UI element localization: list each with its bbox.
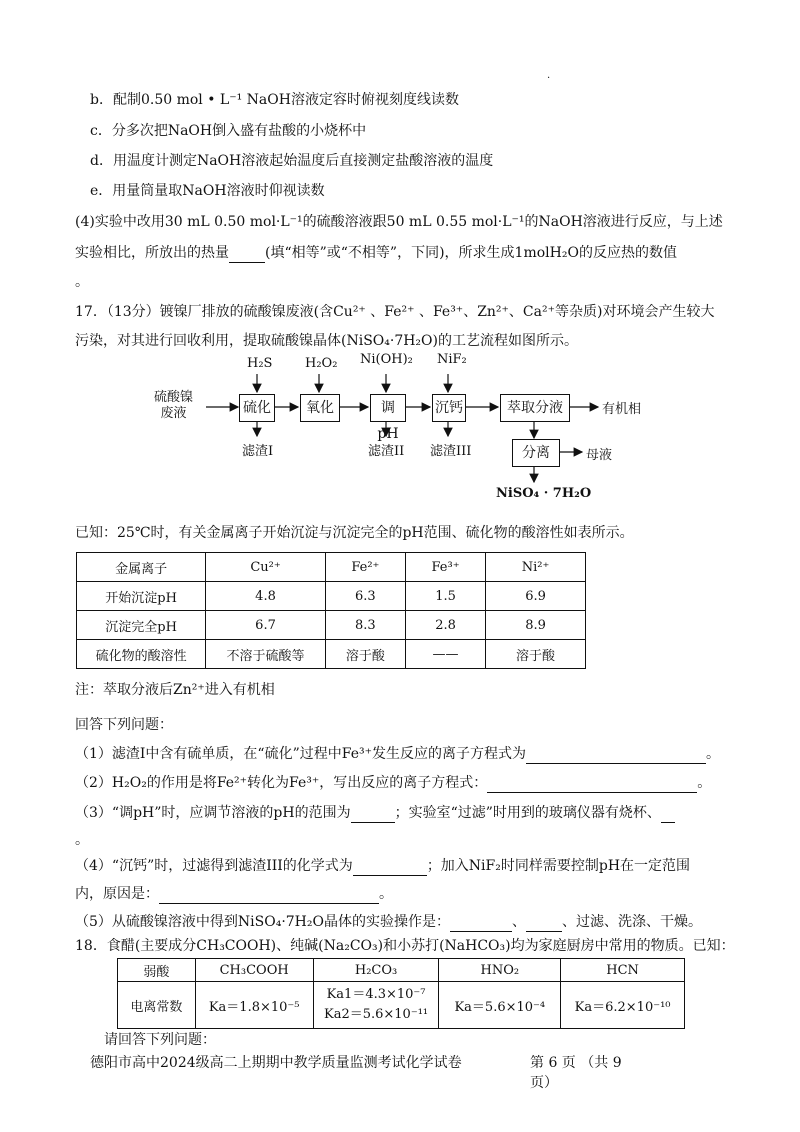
footer-page: 第 6 页 （共 9 <box>530 1055 622 1071</box>
table-cell: 6.3 <box>325 582 405 611</box>
sub-question-5 <box>75 912 702 932</box>
answer-intro: 回答下列问题： <box>75 717 173 733</box>
table-cell: 硫化物的酸溶性 <box>77 640 206 669</box>
answer-blank[interactable] <box>526 747 706 764</box>
sub-question-1-end: 。 <box>706 746 720 762</box>
table-cell: 4.8 <box>206 582 326 611</box>
ka1-value: Ka1＝4.3×10⁻⁷ <box>326 987 426 1002</box>
table-header-cell: Ni²⁺ <box>486 553 586 582</box>
table-header-cell: CH₃COOH <box>195 959 313 982</box>
table-cell: 6.7 <box>206 611 326 640</box>
residue-1: 滤渣I <box>242 444 274 459</box>
table-cell: 不溶于硫酸等 <box>206 640 326 669</box>
known-conditions: 已知：25℃时，有关金属离子开始沉淀与沉淀完全的pH范围、硫化物的酸溶性如表所示。 <box>75 525 634 541</box>
table-row <box>118 959 685 982</box>
table-header-cell: 金属离子 <box>77 553 206 582</box>
reagent-h2o2: H₂O₂ <box>305 356 338 371</box>
answer-blank[interactable] <box>159 887 379 904</box>
table-cell: 电离常数 <box>118 982 196 1029</box>
output-organic-phase: 有机相 <box>602 402 642 417</box>
table-cell: 6.9 <box>486 582 586 611</box>
footer-title: 德阳市高中2024级高二上期期中教学质量监测考试化学试卷 <box>90 1055 462 1071</box>
table-cell: 沉淀完全pH <box>77 611 206 640</box>
table-cell: 1.5 <box>405 582 485 611</box>
option-e: e．用量筒量取NaOH溶液时仰视读数 <box>90 183 325 199</box>
sub-question-3-text-b: ；实验室“过滤”时用到的玻璃仪器有烧杯、 <box>394 805 661 821</box>
table-cell <box>313 982 439 1029</box>
table-cell: 8.3 <box>325 611 405 640</box>
box-adjust-ph: 调pH <box>370 394 406 422</box>
reagent-nif2: NiF₂ <box>437 352 467 367</box>
residue-3: 滤渣III <box>430 444 472 459</box>
ionization-constant-table <box>117 958 685 1029</box>
table-row <box>77 553 586 582</box>
table-header-cell: Cu²⁺ <box>206 553 326 582</box>
footer-page-cont: 页） <box>530 1075 558 1091</box>
box-sulfidation: 硫化 <box>239 394 275 422</box>
sub-question-1 <box>75 744 720 764</box>
box-calcium-removal: 沉钙 <box>432 394 466 422</box>
table-header-cell: Fe²⁺ <box>325 553 405 582</box>
sub-question-4-line2-text: 内，原因是： <box>75 886 159 902</box>
output-mother-liquor: 母液 <box>586 448 613 463</box>
sub-question-1-text: （1）滤渣I中含有硫单质，在“硫化”过程中Fe³⁺发生反应的离子方程式为 <box>75 746 526 762</box>
table-row <box>77 582 586 611</box>
reagent-h2s: H₂S <box>247 356 273 371</box>
answer-blank[interactable] <box>487 776 697 793</box>
table-cell: 溶于酸 <box>486 640 586 669</box>
table-cell: 8.9 <box>486 611 586 640</box>
table-cell: Ka＝6.2×10⁻¹⁰ <box>561 982 685 1029</box>
q4-line2-text: 实验相比，所放出的热量 <box>75 245 229 261</box>
process-flow-diagram <box>150 352 710 512</box>
option-b: b．配制0.50 mol • L⁻¹ NaOH溶液定容时俯视刻度线读数 <box>90 92 459 108</box>
q4-line3: 。 <box>75 274 89 290</box>
sub-question-2 <box>75 773 711 793</box>
note-line: 注：萃取分液后Zn²⁺进入有机相 <box>75 682 275 698</box>
q18-line: 18．食醋(主要成分CH₃COOH)、纯碱(Na₂CO₃)和小苏打(NaHCO₃)均为家庭厨房中常用的物质。已知： <box>75 938 735 954</box>
table-cell: —— <box>405 640 485 669</box>
sub-question-3 <box>75 803 675 823</box>
q4-line2 <box>75 243 677 263</box>
box-separation: 分离 <box>512 439 560 467</box>
ka2-value: Ka2＝5.6×10⁻¹¹ <box>323 1007 429 1022</box>
sub-question-5-sep: 、 <box>511 914 526 930</box>
q17-line2: 污染，对其进行回收利用，提取硫酸镍晶体(NiSO₄·7H₂O)的工艺流程如图所示。 <box>75 333 578 349</box>
answer-blank[interactable] <box>526 915 562 932</box>
sub-question-4-end: 。 <box>379 886 393 902</box>
table-cell: 2.8 <box>405 611 485 640</box>
sub-question-4-line2 <box>75 884 393 904</box>
residue-2: 滤渣II <box>368 444 405 459</box>
answer-blank[interactable] <box>353 859 427 876</box>
q17-line1: 17．（13分）镀镍厂排放的硫酸镍废液(含Cu²⁺ 、Fe²⁺ 、Fe³⁺、Zn²⁺、Ca²⁺等杂质)对环境会产生较大 <box>75 304 715 320</box>
answer-blank[interactable] <box>351 806 395 823</box>
please-answer: 请回答下列问题： <box>104 1032 216 1048</box>
answer-blank[interactable] <box>229 246 265 263</box>
table-cell: Ka＝1.8×10⁻⁵ <box>195 982 313 1029</box>
q4-line2-text-b: (填“相等”或“不相等”，下同)，所求生成1molH₂O的反应热的数值 <box>265 245 677 261</box>
flow-arrows <box>150 352 710 512</box>
answer-blank[interactable] <box>661 806 675 823</box>
sub-question-3-text: （3）“调pH”时，应调节溶液的pH的范围为 <box>75 805 351 821</box>
table-row <box>118 982 685 1029</box>
answer-blank[interactable] <box>450 915 512 932</box>
sub-question-4 <box>75 856 690 876</box>
stray-dot: . <box>547 70 551 81</box>
table-row <box>77 611 586 640</box>
output-product: NiSO₄ · 7H₂O <box>496 486 592 501</box>
sub-question-5-text: （5）从硫酸镍溶液中得到NiSO₄·7H₂O晶体的实验操作是： <box>75 914 450 930</box>
table-header-cell: HNO₂ <box>439 959 561 982</box>
option-d: d．用温度计测定NaOH溶液起始温度后直接测定盐酸溶液的温度 <box>90 153 494 169</box>
sub-question-3-end: 。 <box>75 832 89 848</box>
sub-question-5-text-c: 、过滤、洗涤、干燥。 <box>561 914 702 930</box>
table-cell: 溶于酸 <box>325 640 405 669</box>
table-header-cell: H₂CO₃ <box>313 959 439 982</box>
q4-line1: (4)实验中改用30 mL 0.50 mol·L⁻¹的硫酸溶液跟50 mL 0.55 mol·L⁻¹的NaOH溶液进行反应，与上述 <box>75 214 723 230</box>
sub-question-2-end: 。 <box>697 775 712 791</box>
table-row <box>77 640 586 669</box>
precipitation-ph-table <box>76 552 586 669</box>
table-header-cell: 弱酸 <box>118 959 196 982</box>
table-cell: Ka＝5.6×10⁻⁴ <box>439 982 561 1029</box>
box-oxidation: 氧化 <box>300 394 340 422</box>
table-header-cell: HCN <box>561 959 685 982</box>
sub-question-2-text: （2）H₂O₂的作用是将Fe²⁺转化为Fe³⁺，写出反应的离子方程式： <box>75 775 488 791</box>
flow-start-waste <box>154 390 193 422</box>
box-extraction: 萃取分液 <box>500 394 570 422</box>
sub-question-4-text-b: ；加入NiF₂时同样需要控制pH在一定范围 <box>426 858 691 874</box>
table-header-cell: Fe³⁺ <box>405 553 485 582</box>
sub-question-4-text: （4）“沉钙”时，过滤得到滤渣III的化学式为 <box>75 858 353 874</box>
reagent-nioh2: Ni(OH)₂ <box>360 352 413 367</box>
flow-start-text: 硫酸镍 废液 <box>154 390 194 421</box>
option-c: c．分多次把NaOH倒入盛有盐酸的小烧杯中 <box>90 123 367 139</box>
table-cell: 开始沉淀pH <box>77 582 206 611</box>
